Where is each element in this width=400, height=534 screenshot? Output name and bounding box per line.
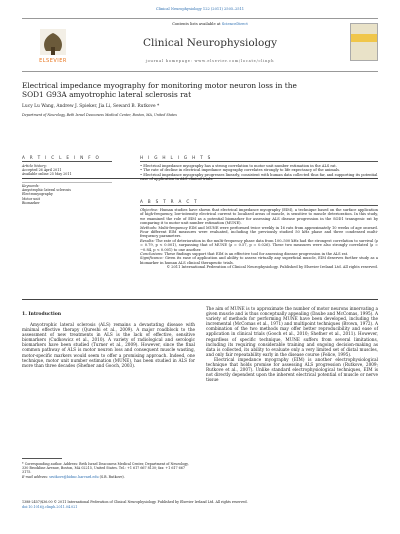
journal-title: Clinical Neurophysiology [142,37,278,49]
email-label: E-mail address: [22,474,50,479]
history-item: Available online 25 May 2011 [22,172,72,177]
results-label: Results: [140,238,155,243]
intro-paragraph: The aim of MUNE is to approximate the number of motor neurons innervating a given muscle and is thus conceptually appealing (Daube and McComas, 1995). A variety of methods for performing MUNE have been developed, including the incremental (McComas et al., 1971) and multipoint techniques (Brown, 1972). A combination of the two methods may offer better reproducibility and ease of application in clinical trials (Gooch et al., 2010; Shefner et al., 2011). However, regardless of specific technique, MUNE suffers from several limitations, including its requiring considerable training and ongoing decision-making as data is collected, its ability to evaluate only a very limited set of distal muscles, and only fair repeatability early in the disease course (Felice, 1995). [206,306,378,357]
results-text: The rate of deterioration in the multi-frequency phase data from 100–500 kHz had the strongest correlation to survival (ρ = 0.79, p < 0.001), surpassing that of MUNE (ρ = 0.57, p = 0.026). These two measures were also strongly correlated (ρ = −0.84, p < 0.001) to one another. [140,238,378,252]
author-list[interactable]: Lucy Lu Wang, Andrew J. Spieker, Jia Li, Seward B. Rutkove * [22,104,160,109]
sciencedirect-link[interactable]: ScienceDirect [221,22,248,26]
abstract-results [140,239,378,252]
conclusions-label: Conclusions: [140,252,164,257]
journal-cover-image [350,23,378,61]
highlights-heading: H I G H L I G H T S [140,155,213,160]
keywords-label: Keywords: [22,184,40,188]
abstract-methods [140,226,378,239]
keyword[interactable]: Amyotrophic lateral sclerosis [22,188,71,193]
footnote-rule [22,458,62,459]
section-heading: 1. Introduction [22,312,62,317]
significance-text: Given its ease of application and ability to assess virtually any superficial muscle, EIM deserves further study as a biomarker in human ALS clinical therapeutic trials. [140,256,378,265]
journal-homepage[interactable]: journal homepage: www.elsevier.com/locate/clinph [145,59,275,63]
keyword[interactable]: Motor unit [22,196,40,201]
history-item: Accepted 26 April 2011 [22,168,62,173]
footnote-text: * Corresponding author. Address: Beth Israel Deaconess Medical Center, Department of Neurology, 330 Brookline Avenue, Boston, MA 02215, United States. Tel.: +1 617 667 8130; fax: +1 617 667 3175. [22,462,189,475]
email-link[interactable]: srutkove@bidmc.harvard.edu [49,474,99,479]
keyword[interactable]: Biomarker [22,200,40,205]
article-info-heading: A R T I C L E I N F O [22,155,101,160]
objective-label: Objective: [140,208,159,212]
contents-line [82,22,338,26]
keywords-divider [22,182,112,183]
email-line [22,475,195,479]
history-label: Article history: [22,164,47,168]
article-title [22,81,378,99]
info-divider [22,161,112,162]
correspondence-footnote [22,462,195,479]
article-history [22,164,112,177]
abstract-heading: A B S T R A C T [140,199,199,204]
highlights-divider [140,161,378,162]
issn-line: 1388-2457/$36.00 © 2011 International Federation of Clinical Neurophysiology. Published by Elsevier Ireland Ltd. All rights reserved. [22,500,248,504]
highlight-item: • The rate of decline in electrical impedance myography correlates strongly to life expectancy of the animals. [140,168,341,173]
journal-citation[interactable]: Clinical Neurophysiology 122 (2011) 2505–2511 [155,7,245,11]
abstract-divider [140,205,378,206]
abstract-copyright: © 2011 International Federation of Clinical Neurophysiology. Published by Elsevier Ireland Ltd. All rights reserved. [166,265,378,270]
objective-text: Human studies have shown that electrical impedance myography (EIM), a technique based on the surface application of high-frequency, low-intensity electrical current to localized areas of muscle, is sensitive to muscle deterioration. In this study, we examined the role of EIM as a potential biomarker for assessing ALS disease progression in the SOD1 transgenic rat by comparing it to motor unit number estimation (MUNE). [140,208,378,226]
title-line-1: Electrical impedance myography for monitoring motor neuron loss in the [22,81,297,90]
intro-paragraph: Amyotrophic lateral sclerosis (ALS) remains a devastating disease with minimal effective therapy (Qureshi et al., 2009). A major roadblock to the assessment of new treatments in ALS is the lack of effective, sensitive biomarkers (Cudkowicz et al., 2010). A variety of radiological and serologic biomarkers have been studied (Turner et al., 2009). However, since the final common pathway of ALS is motor neuron loss and consequent muscle wasting, motor-specific markers would seem to offer a promising approach. Indeed, one technique, motor unit number estimation (MUNE), has been studied in ALS for more than three decades (Shefner and Gooch, 2003). [22,322,195,368]
methods-label: Methods: [140,225,158,230]
abstract-bottom-divider [22,299,378,300]
left-column [22,312,195,368]
title-line-2: SOD1 G93A amyotrophic lateral sclerosis rat [22,90,192,99]
affiliation: Department of Neurology, Beth Israel Deaconess Medical Center, Boston, MA, United States [22,113,177,117]
contents-prefix: Contents lists available at [172,22,222,26]
highlight-item: • Electrical impedance myography progresses linearly, consistent with human data collected thus far, and supporting its potential ease of application in ALS clinical trials. [140,172,378,182]
highlight-item: • Electrical impedance myography has a strong correlation to motor unit number estimation in the ALS rat. [140,164,337,168]
keywords [22,184,112,205]
highlights-list [140,164,378,182]
elsevier-logo[interactable] [24,25,82,69]
email-suffix: (S.B. Rutkove). [98,474,125,479]
intro-paragraph: Electrical impedance myography (EIM) is another electrophysiological technique that holds promise for assessing ALS progression (Rutkove, 2009; Rutkove et al., 2007). Unlike standard electrophysiological techniques, EIM is not directly dependent upon the inherent electrical potential of muscle or nerve tissue [206,356,378,383]
significance-label: Significance: [140,256,164,261]
right-column [206,306,378,382]
journal-masthead [22,18,378,72]
abstract-body [140,208,378,270]
methods-text: Multi-frequency EIM and MUNE were performed twice weekly in 16 rats from approximately 10 weeks of age onward. Four different EIM measures were evaluated, including the previously studied 50 kHz phase and three condensed multi-frequency parameters. [140,225,378,239]
conclusions-text: These findings support that EIM is an effective tool for assessing disease progression in the ALS rat. [164,252,349,257]
keyword[interactable]: Electromyography [22,192,53,197]
publisher-name: ELSEVIER [39,58,67,64]
abstract-significance [140,256,378,265]
abstract-objective [140,208,378,226]
doi-link[interactable]: doi:10.1016/j.clinph.2011.04.021 [22,505,78,509]
